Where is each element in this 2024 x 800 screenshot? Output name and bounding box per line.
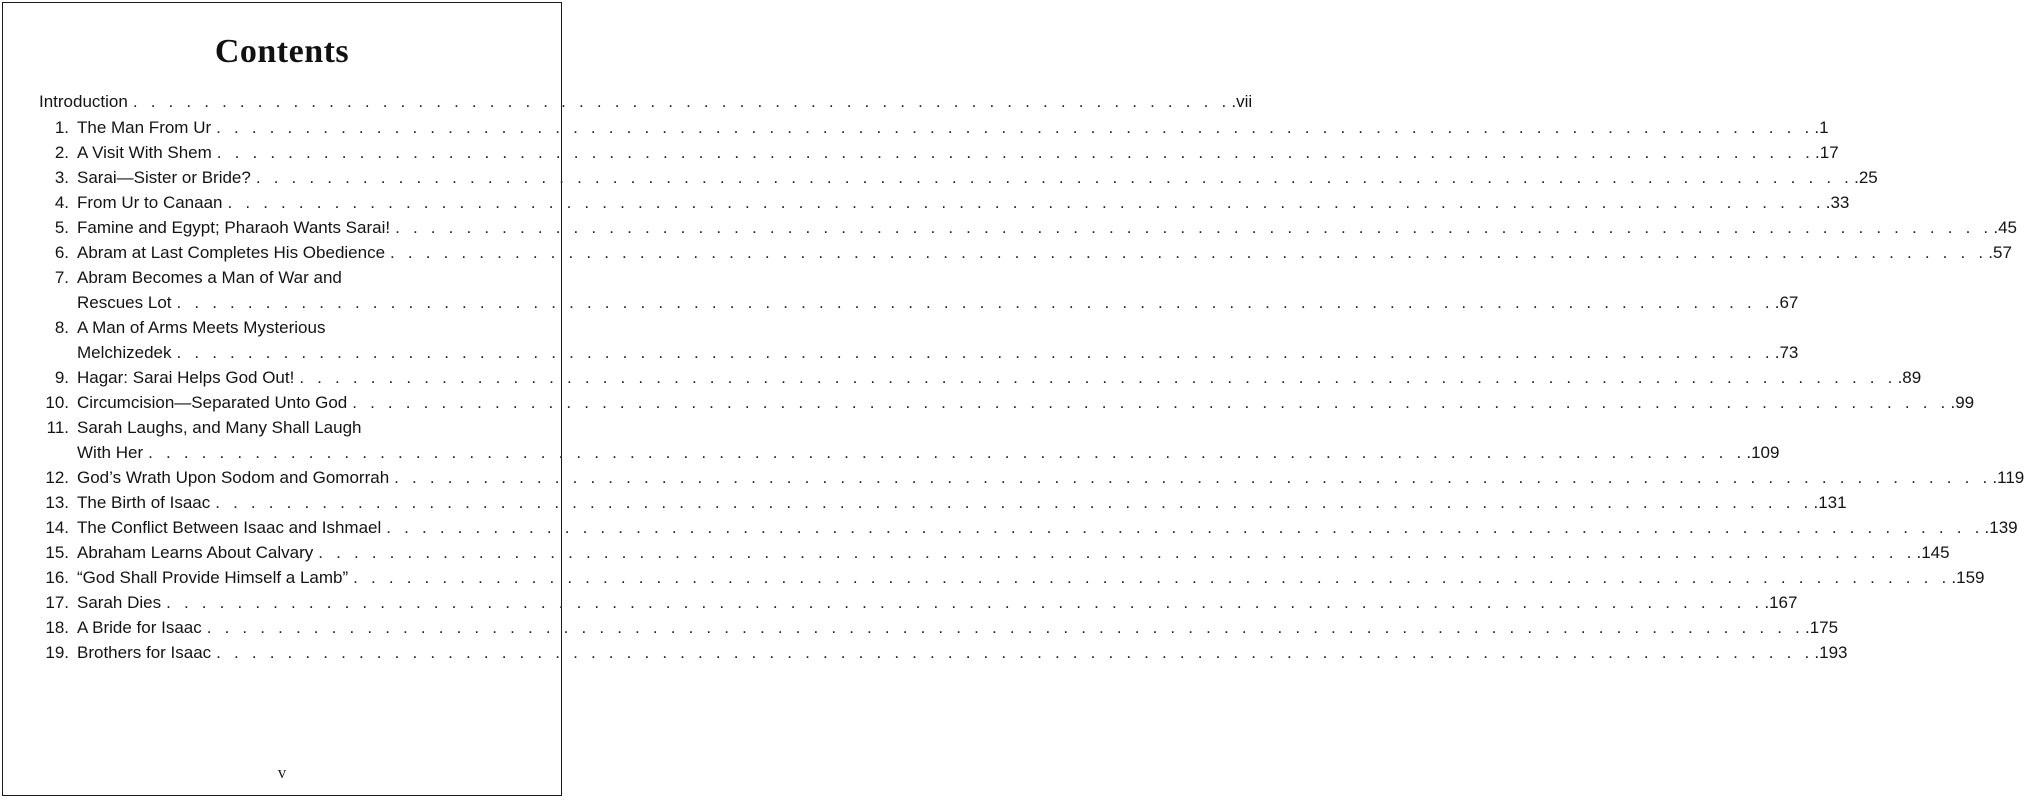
leader-dots: . . . . . . . . . . . . . . . . . . . . . . . . . . . . . . . . . . . . . . . . . . . . . . . . . . . . . . . . . . . . . . bbox=[132, 92, 1231, 111]
toc-entry-number: 14. bbox=[45, 518, 69, 537]
leader-dots: . . . . . . . . . . . . . . . . . . . . . . . . . . . . . . . . . . . . . . . . . . . . . . . . . . . . . . . . . . . . . . . . . . . . . . . . . . . . . . . . . . . . . . . . . . bbox=[352, 393, 1950, 412]
toc-entry bbox=[39, 315, 519, 340]
toc-entry-number: 8. bbox=[54, 318, 69, 337]
toc-entry bbox=[39, 165, 1878, 190]
leader-dots: . . . . . . . . . . . . . . . . . . . . . . . . . . . . . . . . . . . . . . . . . . . . . . . . . . . . . . . . . . . . . . . . . . . . . . . . . . . . . . . . . . . . . . . . . . bbox=[227, 193, 1825, 212]
book-page bbox=[2, 2, 2024, 796]
toc-entry-title: Introduction bbox=[39, 92, 128, 111]
toc-entry-title: Famine and Egypt; Pharaoh Wants Sarai! bbox=[77, 218, 391, 237]
toc-entry-title: A Visit With Shem bbox=[77, 143, 212, 162]
toc-entry-title: Brothers for Isaac bbox=[77, 643, 212, 662]
toc-entry-page: .vii bbox=[1231, 92, 1253, 111]
toc-entry-title: Sarai—Sister or Bride? bbox=[77, 168, 251, 187]
leader-dots: . . . . . . . . . . . . . . . . . . . . . . . . . . . . . . . . . . . . . . . . . . . . . . . . . . . . . . . . . . . . . . . . . . . . . . . . . . . . . . . . . . . . . . . . . . bbox=[318, 543, 1916, 562]
toc-entry bbox=[39, 415, 519, 440]
toc-entry-number: 3. bbox=[54, 168, 69, 187]
leader-dots: . . . . . . . . . . . . . . . . . . . . . . . . . . . . . . . . . . . . . . . . . . . . . . . . . . . . . . . . . . . . . . . . . . . . . . . . . . . . . . . . . . . . . . . . . . bbox=[216, 118, 1814, 137]
toc-entry bbox=[39, 640, 1848, 665]
toc-entry-number: 10. bbox=[45, 393, 69, 412]
toc-entry-title: Rescues Lot bbox=[77, 293, 172, 312]
toc-entry-number: 4. bbox=[54, 193, 69, 212]
toc-entry-title: The Conflict Between Isaac and Ishmael bbox=[77, 518, 382, 537]
toc-entry-number: 6. bbox=[54, 243, 69, 262]
toc-entry-continuation bbox=[39, 340, 1799, 365]
toc-entry bbox=[39, 540, 1950, 565]
table-of-contents bbox=[39, 89, 2024, 665]
toc-entry-page: .45 bbox=[1993, 218, 2017, 237]
leader-dots: . . . . . . . . . . . . . . . . . . . . . . . . . . . . . . . . . . . . . . . . . . . . . . . . . . . . . . . . . . . . . . . . . . . . . . . . . . . . . . . . . . . . . . . . . . bbox=[215, 493, 1813, 512]
leader-dots: . . . . . . . . . . . . . . . . . . . . . . . . . . . . . . . . . . . . . . . . . . . . . . . . . . . . . . . . . . . . . . . . . . . . . . . . . . . . . . . . . . . . . . . . . . bbox=[148, 443, 1746, 462]
toc-entry-page: .193 bbox=[1814, 643, 1848, 662]
toc-entry-page: .167 bbox=[1764, 593, 1798, 612]
toc-entry-page: .73 bbox=[1774, 343, 1799, 362]
toc-entry-number: 13. bbox=[45, 493, 69, 512]
toc-entry-page: .145 bbox=[1916, 543, 1950, 562]
toc-entry-introduction bbox=[39, 89, 1253, 115]
toc-entry-title: God’s Wrath Upon Sodom and Gomorrah bbox=[77, 468, 390, 487]
toc-entry-number: 11. bbox=[46, 418, 69, 437]
toc-entry-number: 7. bbox=[54, 268, 69, 287]
toc-entry-title: The Birth of Isaac bbox=[77, 493, 211, 512]
leader-dots: . . . . . . . . . . . . . . . . . . . . . . . . . . . . . . . . . . . . . . . . . . . . . . . . . . . . . . . . . . . . . . . . . . . . . . . . . . . . . . . . . . . . . . . . . . bbox=[386, 518, 1984, 537]
toc-entry-continuation bbox=[39, 440, 1780, 465]
toc-entry bbox=[39, 265, 519, 290]
toc-entry-title: Sarah Laughs, and Many Shall Laugh bbox=[77, 418, 362, 437]
toc-entry-title: Abram at Last Completes His Obedience bbox=[77, 243, 386, 262]
toc-entry-continuation bbox=[39, 290, 1799, 315]
toc-entry-title: Hagar: Sarai Helps God Out! bbox=[77, 368, 295, 387]
leader-dots: . . . . . . . . . . . . . . . . . . . . . . . . . . . . . . . . . . . . . . . . . . . . . . . . . . . . . . . . . . . . . . . . . . . . . . . . . . . . . . . . . . . . . . . . . . bbox=[395, 218, 1993, 237]
toc-entry bbox=[39, 190, 1850, 215]
toc-entry-page: .33 bbox=[1825, 193, 1850, 212]
toc-entry-page: .139 bbox=[1984, 518, 2018, 537]
toc-entry bbox=[39, 490, 1847, 515]
toc-entry-number: 1. bbox=[54, 118, 69, 137]
leader-dots: . . . . . . . . . . . . . . . . . . . . . . . . . . . . . . . . . . . . . . . . . . . . . . . . . . . . . . . . . . . . . . . . . . . . . . . . . . . . . . . . . . . . . . . . . . bbox=[353, 568, 1951, 587]
toc-entry-number: 18. bbox=[45, 618, 69, 637]
toc-entry-number: 17. bbox=[45, 593, 69, 612]
toc-entry-title: “God Shall Provide Himself a Lamb” bbox=[77, 568, 349, 587]
toc-entry-number: 2. bbox=[54, 143, 69, 162]
leader-dots: . . . . . . . . . . . . . . . . . . . . . . . . . . . . . . . . . . . . . . . . . . . . . . . . . . . . . . . . . . . . . . . . . . . . . . . . . . . . . . . . . . . . . . . . . . bbox=[216, 643, 1814, 662]
toc-entry-title: With Her bbox=[77, 443, 144, 462]
toc-entry-page: .1 bbox=[1814, 118, 1829, 137]
toc-entry-number: 5. bbox=[54, 218, 69, 237]
toc-entry-page: .109 bbox=[1746, 443, 1780, 462]
toc-entry-page: .159 bbox=[1951, 568, 1985, 587]
toc-entry-page: .175 bbox=[1804, 618, 1839, 637]
leader-dots: . . . . . . . . . . . . . . . . . . . . . . . . . . . . . . . . . . . . . . . . . . . . . . . . . . . . . . . . . . . . . . . . . . . . . . . . . . . . . . . . . . . . . . . . . . bbox=[216, 143, 1815, 162]
toc-entry-title: A Man of Arms Meets Mysterious bbox=[77, 318, 326, 337]
toc-entry-page: .119 bbox=[1992, 468, 2024, 487]
toc-entry-title: The Man From Ur bbox=[77, 118, 212, 137]
leader-dots: . . . . . . . . . . . . . . . . . . . . . . . . . . . . . . . . . . . . . . . . . . . . . . . . . . . . . . . . . . . . . . . . . . . . . . . . . . . . . . . . . . . . . . . . . . bbox=[176, 343, 1774, 362]
leader-dots: . . . . . . . . . . . . . . . . . . . . . . . . . . . . . . . . . . . . . . . . . . . . . . . . . . . . . . . . . . . . . . . . . . . . . . . . . . . . . . . . . . . . . . . . . . bbox=[166, 593, 1764, 612]
toc-entry-title: Circumcision—Separated Unto God bbox=[77, 393, 348, 412]
toc-entry-title: A Bride for Isaac bbox=[77, 618, 202, 637]
leader-dots: . . . . . . . . . . . . . . . . . . . . . . . . . . . . . . . . . . . . . . . . . . . . . . . . . . . . . . . . . . . . . . . . . . . . . . . . . . . . . . . . . . . . . . . . . . bbox=[255, 168, 1854, 187]
leader-dots: . . . . . . . . . . . . . . . . . . . . . . . . . . . . . . . . . . . . . . . . . . . . . . . . . . . . . . . . . . . . . . . . . . . . . . . . . . . . . . . . . . . . . . . . . . bbox=[390, 243, 1988, 262]
toc-entry bbox=[39, 115, 1829, 140]
toc-entry-title: Abraham Learns About Calvary bbox=[77, 543, 314, 562]
leader-dots: . . . . . . . . . . . . . . . . . . . . . . . . . . . . . . . . . . . . . . . . . . . . . . . . . . . . . . . . . . . . . . . . . . . . . . . . . . . . . . . . . . . . . . . . . . bbox=[394, 468, 1992, 487]
toc-entry bbox=[39, 140, 1839, 165]
toc-entry-title: Sarah Dies bbox=[77, 593, 162, 612]
toc-entry bbox=[39, 390, 1975, 415]
toc-entry-page: .17 bbox=[1815, 143, 1839, 162]
toc-entry-page: .67 bbox=[1774, 293, 1799, 312]
toc-entry-number: 15. bbox=[45, 543, 69, 562]
toc-entry bbox=[39, 590, 1798, 615]
toc-entry-title: From Ur to Canaan bbox=[77, 193, 223, 212]
toc-entry-page: .99 bbox=[1950, 393, 1975, 412]
toc-entry-number: 9. bbox=[54, 368, 69, 387]
toc-entry bbox=[39, 565, 1985, 590]
toc-entry-title: Abram Becomes a Man of War and bbox=[77, 268, 342, 287]
toc-entry bbox=[39, 615, 1839, 640]
toc-entry-number: 16. bbox=[45, 568, 69, 587]
toc-entry bbox=[39, 215, 2017, 240]
toc-entry-page: .25 bbox=[1854, 168, 1878, 187]
toc-entry bbox=[39, 240, 2012, 265]
toc-entry bbox=[39, 465, 2024, 490]
leader-dots: . . . . . . . . . . . . . . . . . . . . . . . . . . . . . . . . . . . . . . . . . . . . . . . . . . . . . . . . . . . . . . . . . . . . . . . . . . . . . . . . . . . . . . . . . . bbox=[176, 293, 1774, 312]
toc-entry-page: .57 bbox=[1988, 243, 2012, 262]
toc-entry bbox=[39, 515, 2018, 540]
page-number: v bbox=[277, 763, 287, 782]
toc-entry-number: 12. bbox=[45, 468, 69, 487]
toc-entry-title: Melchizedek bbox=[77, 343, 172, 362]
toc-entry-number: 19. bbox=[45, 643, 69, 662]
toc-entry-page: .131 bbox=[1813, 493, 1847, 512]
page-title: Contents bbox=[214, 33, 350, 70]
toc-entry-page: .89 bbox=[1897, 368, 1922, 387]
leader-dots: . . . . . . . . . . . . . . . . . . . . . . . . . . . . . . . . . . . . . . . . . . . . . . . . . . . . . . . . . . . . . . . . . . . . . . . . . . . . . . . . . . . . . . . . . . bbox=[206, 618, 1804, 637]
toc-entry bbox=[39, 365, 1922, 390]
leader-dots: . . . . . . . . . . . . . . . . . . . . . . . . . . . . . . . . . . . . . . . . . . . . . . . . . . . . . . . . . . . . . . . . . . . . . . . . . . . . . . . . . . . . . . . . . . bbox=[299, 368, 1897, 387]
